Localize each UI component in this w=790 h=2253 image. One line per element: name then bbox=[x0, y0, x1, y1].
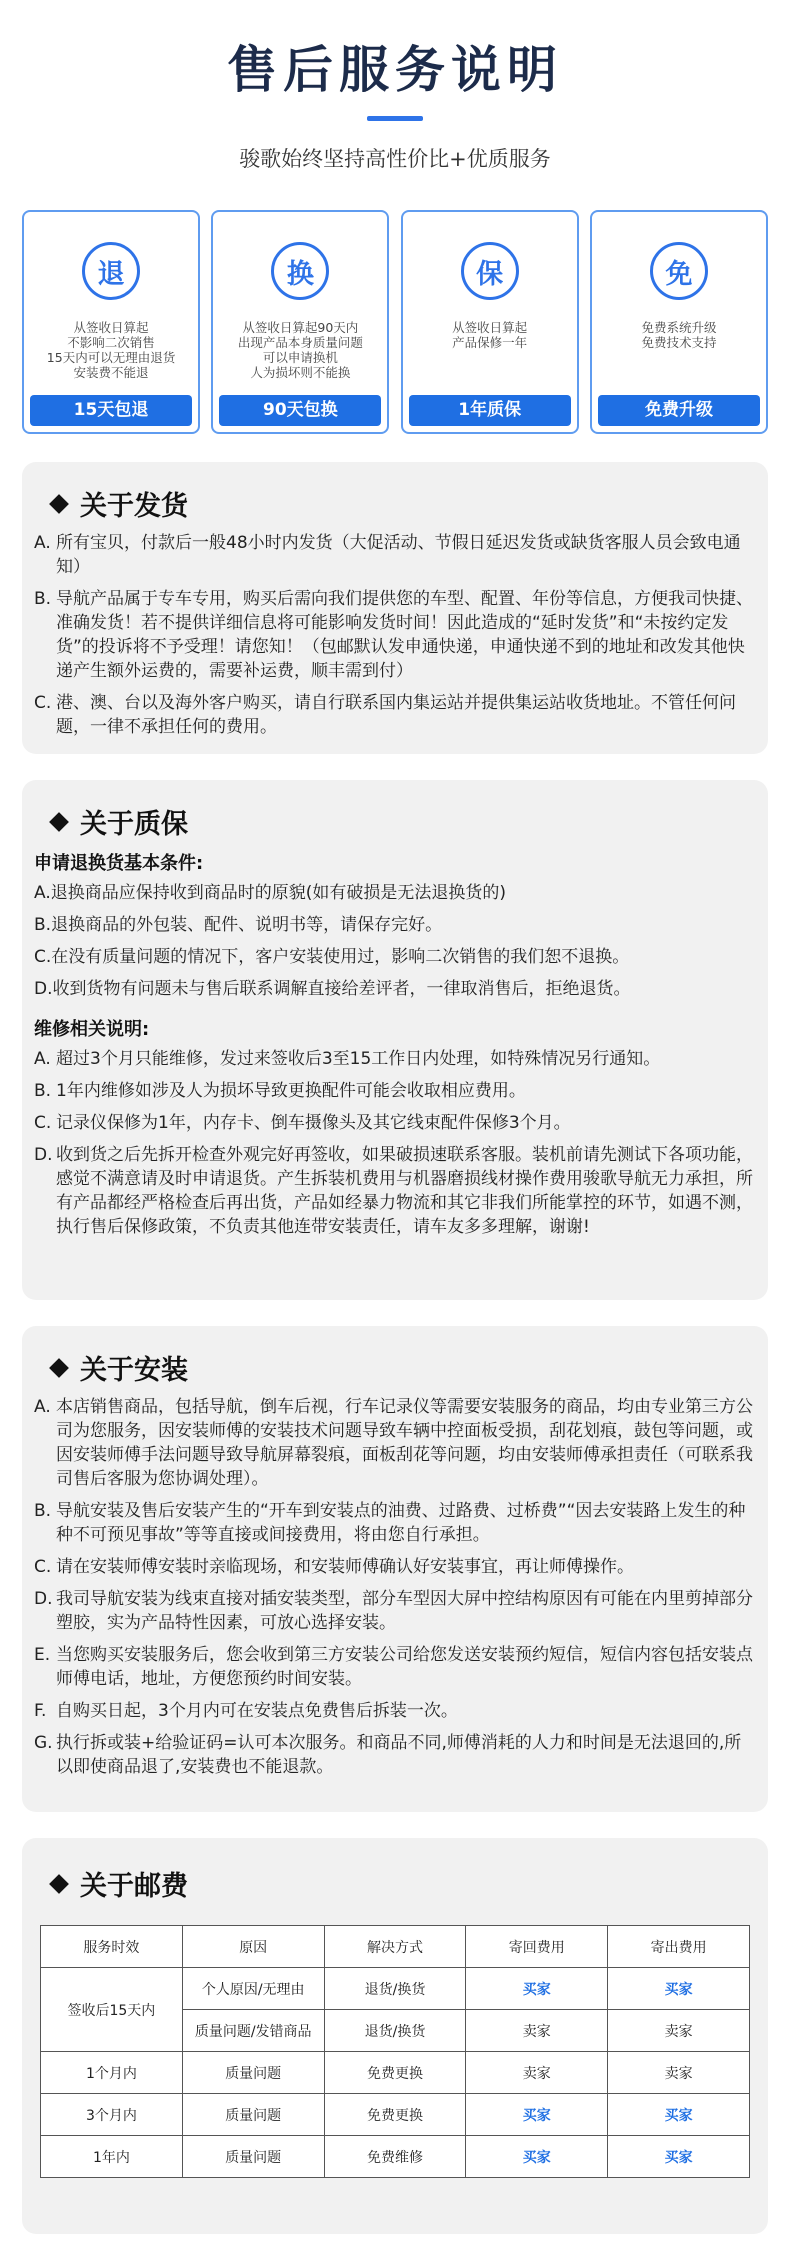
list-item bbox=[34, 531, 756, 579]
item-text: 当您购买安装服务后，您会收到第三方安装公司给您发送安装预约短信，短信内容包括安装点师傅电话，地址，方便您预约时间安装。 bbox=[56, 1645, 753, 1689]
return-icon: 退 bbox=[82, 242, 140, 300]
install-section bbox=[22, 1326, 768, 1812]
page-header bbox=[0, 0, 790, 198]
service-card-exchange bbox=[211, 210, 389, 434]
item-text: 所有宝贝，付款后一般48小时内发货（大促活动、节假日延迟发货或缺货客服人员会致电通知） bbox=[56, 533, 741, 577]
free-icon: 免 bbox=[650, 242, 708, 300]
postage-heading bbox=[52, 1864, 750, 1903]
item-label: C. bbox=[34, 693, 52, 713]
card-description: 从签收日算起90天内 出现产品本身质量问题 可以申请换机 人为损坏则不能换 bbox=[237, 320, 363, 380]
card-description: 从签收日算起 不影响二次销售 15天内可以无理由退货 安装费不能退 bbox=[46, 320, 176, 380]
item-label: A. bbox=[34, 1397, 51, 1417]
diamond-icon bbox=[49, 812, 69, 832]
return-button[interactable]: 15天包退 bbox=[30, 395, 192, 426]
item-text: 自购买日起，3个月内可在安装点免费售后拆装一次。 bbox=[56, 1701, 458, 1721]
table-cell: 卖家 bbox=[608, 2010, 750, 2052]
table-cell: 质量问题 bbox=[182, 2052, 324, 2094]
list-item bbox=[34, 1047, 756, 1071]
warranty-heading bbox=[52, 802, 756, 841]
table-cell: 3个月内 bbox=[41, 2094, 183, 2136]
item-text: 导航产品属于专车专用，购买后需向我们提供您的车型、配置、年份等信息，方便我司快捷、准确发货！若不提供详细信息将可能影响发货时间！因此造成的“延时发货”和“未按约定发货”的投诉将不予受理！请您知！（包邮默认发申通快递，申通快递不到的地址和改发其他快递产生额外运费的，需要补运费，顺丰需到付） bbox=[56, 589, 753, 681]
service-card-return bbox=[22, 210, 200, 434]
table-cell: 买家 bbox=[608, 1968, 750, 2010]
diamond-icon bbox=[49, 1874, 69, 1894]
table-cell: 买家 bbox=[608, 2094, 750, 2136]
table-cell: 1年内 bbox=[41, 2136, 183, 2178]
table-header: 寄回费用 bbox=[466, 1926, 608, 1968]
list-item bbox=[34, 1731, 756, 1779]
item-text: 请在安装师傅安装时亲临现场，和安装师傅确认好安装事宜，再让师傅操作。 bbox=[56, 1557, 634, 1577]
table-cell: 买家 bbox=[466, 2136, 608, 2178]
service-card-warranty bbox=[401, 210, 579, 434]
table-header-row bbox=[41, 1926, 750, 1968]
warranty-section bbox=[22, 780, 768, 1300]
table-cell: 质量问题 bbox=[182, 2136, 324, 2178]
card-description: 从签收日算起 产品保修一年 bbox=[452, 320, 528, 350]
item-text: 记录仪保修为1年，内存卡、倒车摄像头及其它线束配件保修3个月。 bbox=[56, 1113, 571, 1133]
diamond-icon bbox=[49, 494, 69, 514]
table-header: 服务时效 bbox=[41, 1926, 183, 1968]
list-item bbox=[34, 1111, 756, 1135]
list-item: B.退换商品的外包装、配件、说明书等，请保存完好。 bbox=[34, 915, 443, 935]
table-row bbox=[41, 2094, 750, 2136]
list-item bbox=[34, 1395, 756, 1491]
install-title: 关于安装 bbox=[80, 1355, 188, 1386]
item-label: G. bbox=[34, 1733, 53, 1753]
item-label: F. bbox=[34, 1701, 47, 1721]
item-label: E. bbox=[34, 1645, 51, 1665]
list-item: D.收到货物有问题未与售后联系调解直接给差评者，一律取消售后，拒绝退货。 bbox=[34, 979, 631, 999]
item-label: C. bbox=[34, 1113, 52, 1133]
table-row bbox=[41, 1968, 750, 2010]
table-cell: 1个月内 bbox=[41, 2052, 183, 2094]
table-cell: 质量问题 bbox=[182, 2094, 324, 2136]
item-text: 超过3个月只能维修，发过来签收后3至15工作日内处理，如特殊情况另行通知。 bbox=[56, 1049, 661, 1069]
item-label: B. bbox=[34, 1081, 52, 1101]
table-cell: 买家 bbox=[466, 2094, 608, 2136]
table-row bbox=[41, 2136, 750, 2178]
table-header: 寄出费用 bbox=[608, 1926, 750, 1968]
item-label: B. bbox=[34, 589, 52, 609]
list-item bbox=[34, 1699, 756, 1723]
table-cell: 买家 bbox=[466, 1968, 608, 2010]
item-text: 港、澳、台以及海外客户购买，请自行联系国内集运站并提供集运站收货地址。不管任何问题，一律不承担任何的费用。 bbox=[56, 693, 736, 737]
warranty-icon: 保 bbox=[461, 242, 519, 300]
table-cell: 签收后15天内 bbox=[41, 1968, 183, 2052]
exchange-icon: 换 bbox=[271, 242, 329, 300]
item-label: D. bbox=[34, 1145, 53, 1165]
title-underline bbox=[367, 116, 423, 121]
warranty-title: 关于质保 bbox=[80, 809, 188, 840]
list-item bbox=[34, 1643, 756, 1691]
shipping-heading bbox=[52, 484, 756, 523]
page-title: 售后服务说明 bbox=[227, 41, 563, 99]
table-cell: 买家 bbox=[608, 2136, 750, 2178]
table-cell: 卖家 bbox=[608, 2052, 750, 2094]
table-cell: 退货/换货 bbox=[324, 1968, 466, 2010]
list-item bbox=[34, 1587, 756, 1635]
item-text: 1年内维修如涉及人为损坏导致更换配件可能会收取相应费用。 bbox=[56, 1081, 526, 1101]
item-label: B. bbox=[34, 1501, 52, 1521]
table-cell: 卖家 bbox=[466, 2052, 608, 2094]
free-upgrade-button[interactable]: 免费升级 bbox=[598, 395, 760, 426]
item-label: A. bbox=[34, 1049, 51, 1069]
shipping-section bbox=[22, 462, 768, 754]
list-item bbox=[34, 1143, 756, 1239]
item-label: D. bbox=[34, 1589, 53, 1609]
list-item bbox=[34, 1499, 756, 1547]
item-label: A. bbox=[34, 533, 51, 553]
list-item: A.退换商品应保持收到商品时的原貌(如有破损是无法退换货的) bbox=[34, 883, 506, 903]
postage-section bbox=[22, 1838, 768, 2234]
diamond-icon bbox=[49, 1358, 69, 1378]
table-cell: 免费更换 bbox=[324, 2094, 466, 2136]
table-cell: 退货/换货 bbox=[324, 2010, 466, 2052]
table-header: 解决方式 bbox=[324, 1926, 466, 1968]
shipping-title: 关于发货 bbox=[80, 491, 188, 522]
item-text: 执行拆或装+给验证码=认可本次服务。和商品不同,师傅消耗的人力和时间是无法退回的,所以即使商品退了,安装费也不能退款。 bbox=[56, 1733, 742, 1777]
postage-title: 关于邮费 bbox=[80, 1871, 188, 1902]
exchange-button[interactable]: 90天包换 bbox=[219, 395, 381, 426]
list-item: C.在没有质量问题的情况下，客户安装使用过，影响二次销售的我们恕不退换。 bbox=[34, 947, 630, 967]
card-description: 免费系统升级 免费技术支持 bbox=[641, 320, 717, 350]
item-text: 我司导航安装为线束直接对插安装类型，部分车型因大屏中控结构原因有可能在内里剪掉部分塑胶，实为产品特性因素，可放心选择安装。 bbox=[56, 1589, 753, 1633]
table-header: 原因 bbox=[182, 1926, 324, 1968]
list-item bbox=[34, 691, 756, 739]
table-cell: 免费维修 bbox=[324, 2136, 466, 2178]
table-cell: 免费更换 bbox=[324, 2052, 466, 2094]
install-heading bbox=[52, 1348, 756, 1387]
warranty-button[interactable]: 1年质保 bbox=[409, 395, 571, 426]
table-cell: 个人原因/无理由 bbox=[182, 1968, 324, 2010]
return-conditions-heading: 申请退换货基本条件: bbox=[34, 853, 204, 874]
page-subtitle: 骏歌始终坚持高性价比+优质服务 bbox=[239, 147, 551, 171]
table-row bbox=[41, 2052, 750, 2094]
table-cell: 卖家 bbox=[466, 2010, 608, 2052]
item-text: 本店销售商品，包括导航，倒车后视，行车记录仪等需要安装服务的商品，均由专业第三方公司为您服务，因安装师傅的安装技术问题导致车辆中控面板受损，刮花划痕，鼓包等问题，或因安装师傅手法问题导致导航屏幕裂痕，面板刮花等问题，均由安装师傅承担责任（可联系我司售后客服为您协调处理）。 bbox=[56, 1397, 753, 1489]
list-item bbox=[34, 1555, 756, 1579]
postage-table bbox=[40, 1925, 750, 2178]
service-card-free bbox=[590, 210, 768, 434]
service-cards bbox=[0, 210, 790, 434]
item-text: 收到货之后先拆开检查外观完好再签收，如果破损速联系客服。装机前请先测试下各项功能，感觉不满意请及时申请退货。产生拆装机费用与机器磨损线材操作费用骏歌导航无力承担，所有产品都经严格检查后再出货，产品如经暴力物流和其它非我们所能掌控的环节，如遇不测，执行售后保修政策，不负责其他连带安装责任，请车友多多理解，谢谢! bbox=[56, 1145, 753, 1237]
list-item bbox=[34, 1079, 756, 1103]
item-text: 导航安装及售后安装产生的“开车到安装点的油费、过路费、过桥费”“因去安装路上发生的种种不可预见事故”等等直接或间接费用，将由您自行承担。 bbox=[56, 1501, 746, 1545]
list-item bbox=[34, 587, 756, 683]
item-label: C. bbox=[34, 1557, 52, 1577]
repair-heading: 维修相关说明: bbox=[34, 1019, 150, 1040]
table-cell: 质量问题/发错商品 bbox=[182, 2010, 324, 2052]
